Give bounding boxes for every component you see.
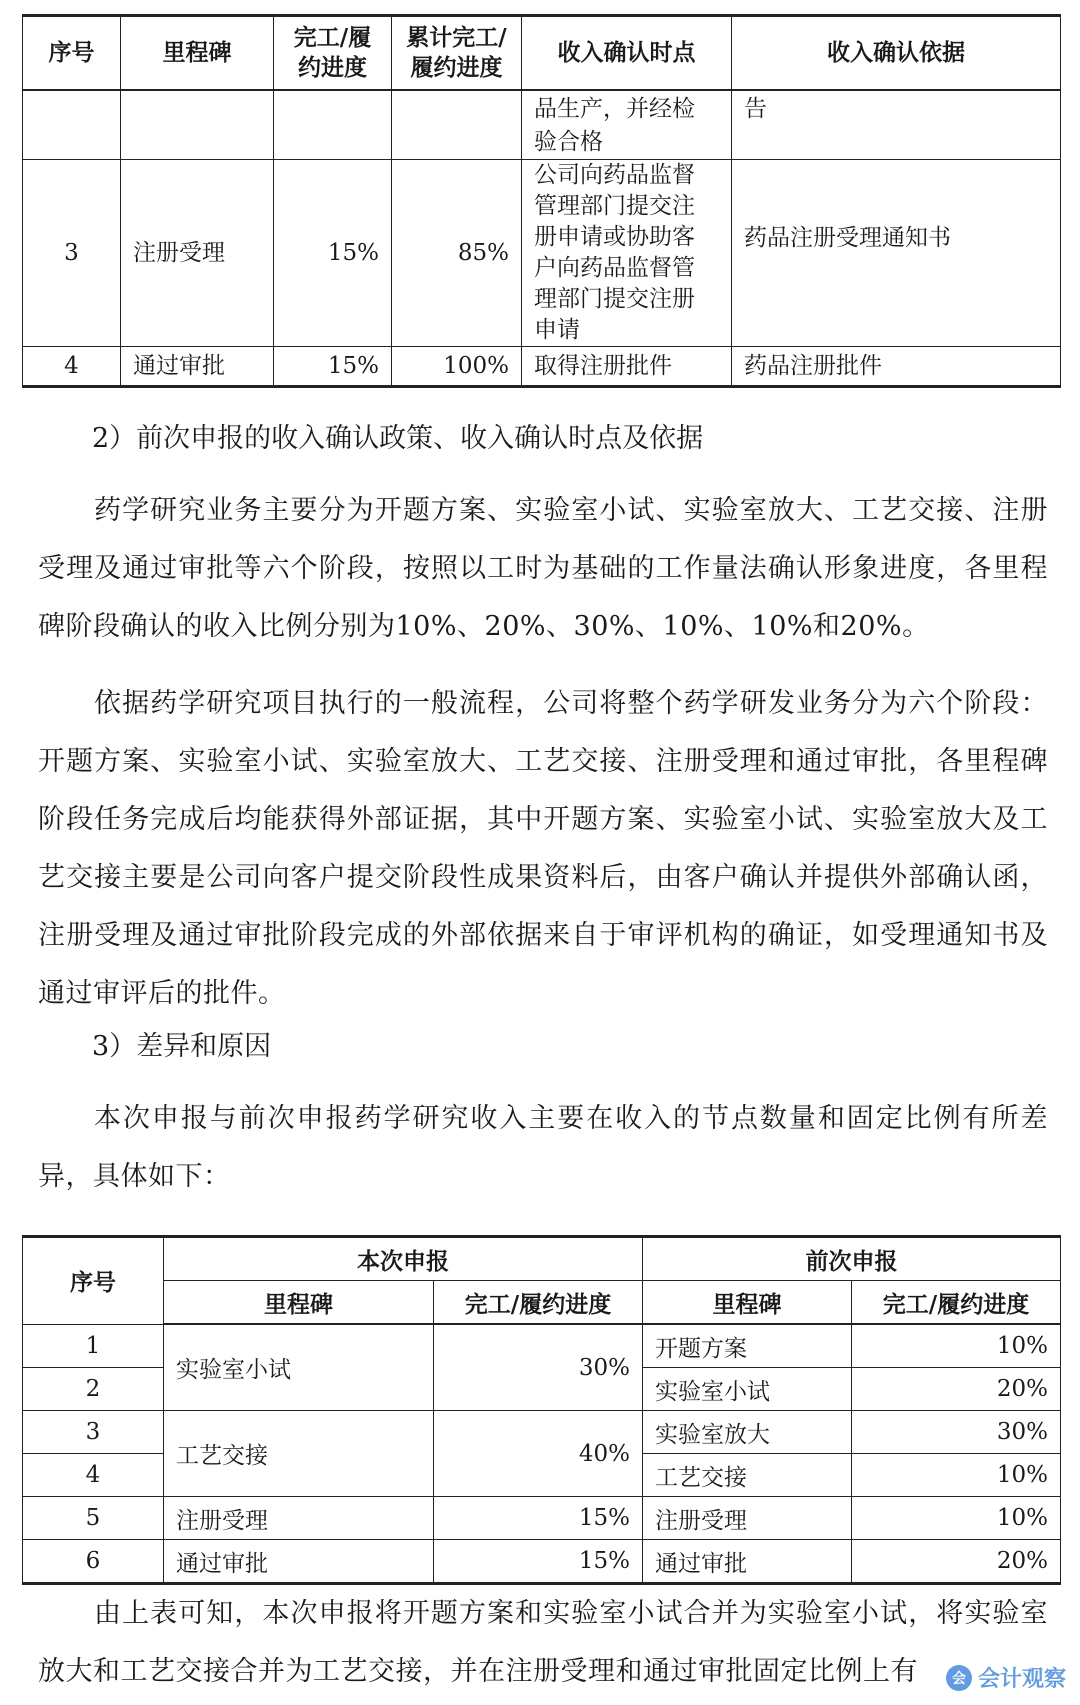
table-header-row xyxy=(23,1237,1061,1281)
table-header-row xyxy=(23,16,1061,91)
table-row xyxy=(23,1324,1061,1368)
cell-prev-progress: 30% xyxy=(852,1411,1061,1454)
cell-prev-progress: 20% xyxy=(852,1368,1061,1411)
cell-basis: 告 xyxy=(732,90,1061,160)
cell-no: 3 xyxy=(23,160,121,347)
cell-timing: 公司向药品监督 管理部门提交注 册申请或协助客 户向药品监督管 理部门提交注册 申请 xyxy=(522,160,732,347)
cell-current-progress: 30% xyxy=(434,1324,643,1411)
comparison-table xyxy=(22,1235,1061,1585)
header-no: 序号 xyxy=(23,1237,164,1325)
table-row xyxy=(23,1540,1061,1584)
cell-basis: 药品注册批件 xyxy=(732,347,1061,387)
section-heading: 2）前次申报的收入确认政策、收入确认时点及依据 xyxy=(92,423,704,454)
milestone-table xyxy=(22,14,1061,388)
header-progress: 完工/履约进度 xyxy=(434,1281,643,1325)
section-heading: 3）差异和原因 xyxy=(92,1031,272,1062)
cell-current-progress: 15% xyxy=(434,1540,643,1584)
cell-current-milestone: 实验室小试 xyxy=(164,1324,434,1411)
cell-prev-progress: 10% xyxy=(852,1454,1061,1497)
cell-milestone xyxy=(121,90,274,160)
table-row xyxy=(23,160,1061,347)
header-milestone: 里程碑 xyxy=(643,1281,852,1325)
cell-prev-milestone: 实验室放大 xyxy=(643,1411,852,1454)
cell-basis: 药品注册受理通知书 xyxy=(732,160,1061,347)
cell-current-progress: 15% xyxy=(434,1497,643,1540)
paragraph: 由上表可知，本次申报将开题方案和实验室小试合并为实验室小试，将实验室放大和工艺交接合并为工艺交接，并在注册受理和通过审批固定比例上有 xyxy=(38,1598,1048,1687)
cell-prev-progress: 10% xyxy=(852,1324,1061,1368)
cell-prev-milestone: 开题方案 xyxy=(643,1324,852,1368)
cell-no: 5 xyxy=(23,1497,164,1540)
cell-no: 4 xyxy=(23,1454,164,1497)
cell-progress: 15% xyxy=(274,160,392,347)
table-subheader-row xyxy=(23,1281,1061,1325)
watermark-logo-icon: 会 xyxy=(946,1665,972,1691)
cell-timing: 取得注册批件 xyxy=(522,347,732,387)
cell-no: 6 xyxy=(23,1540,164,1584)
header-timing: 收入确认时点 xyxy=(522,16,732,91)
paragraph: 本次申报与前次申报药学研究收入主要在收入的节点数量和固定比例有所差异，具体如下： xyxy=(38,1103,1048,1192)
cell-cumulative: 85% xyxy=(392,160,522,347)
header-progress: 完工/履 约进度 xyxy=(274,16,392,91)
cell-prev-progress: 20% xyxy=(852,1540,1061,1584)
header-cumulative: 累计完工/ 履约进度 xyxy=(392,16,522,91)
cell-current-milestone: 注册受理 xyxy=(164,1497,434,1540)
cell-prev-milestone: 通过审批 xyxy=(643,1540,852,1584)
cell-current-milestone: 工艺交接 xyxy=(164,1411,434,1497)
cell-cumulative xyxy=(392,90,522,160)
cell-progress: 15% xyxy=(274,347,392,387)
table-row xyxy=(23,347,1061,387)
cell-no: 4 xyxy=(23,347,121,387)
cell-current-progress: 40% xyxy=(434,1411,643,1497)
header-current: 本次申报 xyxy=(164,1237,643,1281)
table-row xyxy=(23,1411,1061,1454)
header-milestone: 里程碑 xyxy=(121,16,274,91)
cell-milestone: 注册受理 xyxy=(121,160,274,347)
header-progress: 完工/履约进度 xyxy=(852,1281,1061,1325)
watermark-text: 会计观察 xyxy=(977,1667,1066,1692)
cell-current-milestone: 通过审批 xyxy=(164,1540,434,1584)
cell-milestone: 通过审批 xyxy=(121,347,274,387)
cell-no: 3 xyxy=(23,1411,164,1454)
cell-prev-progress: 10% xyxy=(852,1497,1061,1540)
paragraph: 药学研究业务主要分为开题方案、实验室小试、实验室放大、工艺交接、注册受理及通过审批等六个阶段，按照以工时为基础的工作量法确认形象进度，各里程碑阶段确认的收入比例分别为10%、20%、30%、10%、10%和20%。 xyxy=(38,495,1048,642)
header-no: 序号 xyxy=(23,16,121,91)
cell-timing: 品生产，并经检 验合格 xyxy=(522,90,732,160)
cell-prev-milestone: 工艺交接 xyxy=(643,1454,852,1497)
cell-cumulative: 100% xyxy=(392,347,522,387)
table-row xyxy=(23,1497,1061,1540)
cell-no: 2 xyxy=(23,1368,164,1411)
cell-progress xyxy=(274,90,392,160)
header-previous: 前次申报 xyxy=(643,1237,1061,1281)
table-row xyxy=(23,90,1061,160)
cell-prev-milestone: 实验室小试 xyxy=(643,1368,852,1411)
cell-prev-milestone: 注册受理 xyxy=(643,1497,852,1540)
paragraph: 依据药学研究项目执行的一般流程，公司将整个药学研发业务分为六个阶段：开题方案、实验室小试、实验室放大、工艺交接、注册受理和通过审批，各里程碑阶段任务完成后均能获得外部证据，其中开题方案、实验室小试、实验室放大及工艺交接主要是公司向客户提交阶段性成果资料后，由客户确认并提供外部确认函，注册受理及通过审批阶段完成的外部依据来自于审评机构的确证，如受理通知书及通过审评后的批件。 xyxy=(38,688,1048,1009)
cell-no xyxy=(23,90,121,160)
header-basis: 收入确认依据 xyxy=(732,16,1061,91)
header-milestone: 里程碑 xyxy=(164,1281,434,1325)
watermark xyxy=(946,1662,1066,1693)
cell-no: 1 xyxy=(23,1324,164,1368)
